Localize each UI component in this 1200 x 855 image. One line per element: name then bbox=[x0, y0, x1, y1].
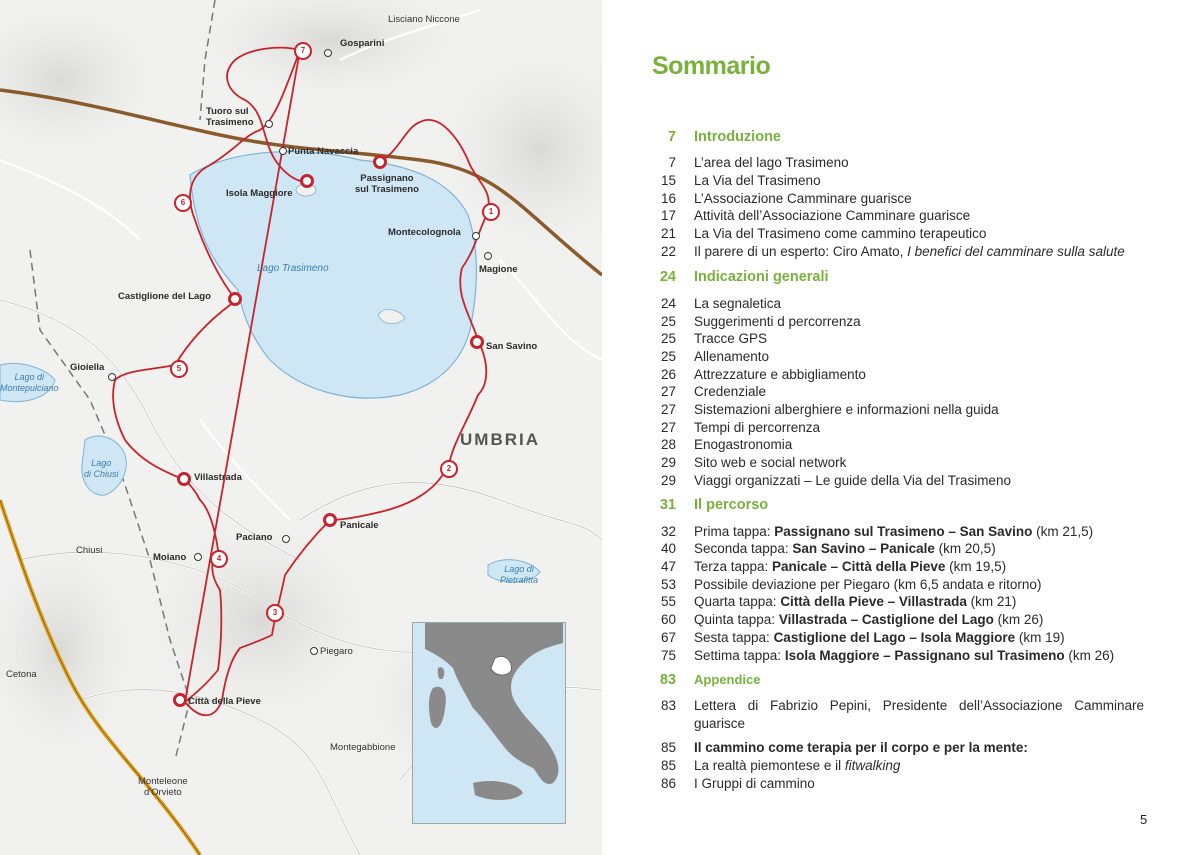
label-lago-trasimeno: Lago Trasimeno bbox=[257, 263, 329, 274]
town-paciano-dot bbox=[282, 535, 290, 543]
label-piegaro: Piegaro bbox=[320, 646, 353, 657]
toc-entry-text: Il cammino come terapia per il corpo e per la mente: bbox=[694, 740, 1028, 755]
toc-entry[interactable] bbox=[640, 383, 767, 401]
toc-entry-text: Enogastronomia bbox=[694, 437, 793, 452]
toc-entry[interactable] bbox=[640, 243, 1125, 261]
toc-entry-page: 67 bbox=[660, 630, 676, 645]
toc-entry-text: Attrezzature e abbigliamento bbox=[694, 367, 866, 382]
town-punta-navaccia-dot bbox=[279, 147, 287, 155]
toc-entry-text: Lettera di Fabrizio Pepini, Presidente dell’Associazione Camminare guarisce bbox=[694, 698, 1144, 731]
toc-section-title: Appendice bbox=[694, 672, 761, 687]
toc-entry[interactable] bbox=[640, 540, 996, 558]
label-lago-chiusi: Lago di Chiusi bbox=[84, 458, 119, 479]
toc-entry-text: La segnaletica bbox=[694, 296, 782, 311]
label-lago-pietrafitta: Lago di Pietrafitta bbox=[500, 564, 539, 585]
toc-entry[interactable] bbox=[640, 313, 861, 331]
toc-entry[interactable] bbox=[640, 154, 849, 172]
toc-entry-text: La Via del Trasimeno come cammino terapeutico bbox=[694, 226, 987, 241]
toc-entry-page: 86 bbox=[660, 776, 676, 791]
toc-entry[interactable] bbox=[640, 775, 815, 793]
toc-entry-page: 21 bbox=[660, 226, 676, 241]
stage-3-marker[interactable]: 3 bbox=[266, 604, 284, 622]
toc-entry-page: 16 bbox=[660, 191, 676, 206]
label-magione: Magione bbox=[479, 264, 518, 275]
toc-entry-page: 75 bbox=[660, 648, 676, 663]
label-isola-maggiore: Isola Maggiore bbox=[226, 188, 293, 199]
toc-entry-text: Sistemazioni alberghiere e informazioni nella guida bbox=[694, 402, 999, 417]
toc-entry[interactable] bbox=[640, 593, 1017, 611]
toc-section-title: Il percorso bbox=[694, 497, 769, 513]
toc-entry-text: L’Associazione Camminare guarisce bbox=[694, 191, 912, 206]
toc-section-page: 7 bbox=[667, 129, 676, 145]
toc-entry-page: 27 bbox=[660, 384, 676, 399]
town-gosparini-dot bbox=[324, 49, 332, 57]
toc-section-page: 83 bbox=[659, 672, 676, 688]
toc-entry[interactable] bbox=[640, 207, 971, 225]
toc-entry-page: 17 bbox=[660, 208, 676, 223]
label-lisciano-niccone: Lisciano Niccone bbox=[388, 14, 460, 25]
table-of-contents bbox=[640, 0, 1160, 855]
stage-2-marker[interactable]: 2 bbox=[440, 460, 458, 478]
toc-entry[interactable] bbox=[640, 739, 1028, 757]
label-moiano: Moiano bbox=[153, 552, 187, 563]
town-moiano-dot bbox=[194, 553, 202, 561]
page-title: Sommario bbox=[652, 52, 771, 80]
town-passignano-marker[interactable] bbox=[373, 155, 387, 169]
toc-entry-page: 53 bbox=[660, 577, 676, 592]
toc-entry-page: 25 bbox=[660, 314, 676, 329]
label-montecolognola: Montecolognola bbox=[388, 227, 461, 238]
toc-entry-text: Attività dell’Associazione Camminare guarisce bbox=[694, 208, 971, 223]
toc-entry[interactable] bbox=[640, 436, 793, 454]
label-san-savino: San Savino bbox=[486, 341, 538, 352]
town-castiglione-marker[interactable] bbox=[228, 292, 242, 306]
stage-1-marker[interactable]: 1 bbox=[482, 203, 500, 221]
label-cetona: Cetona bbox=[6, 669, 37, 680]
inset-map-italy bbox=[412, 622, 566, 824]
toc-entry[interactable] bbox=[640, 611, 1044, 629]
toc-entry-text: Tracce GPS bbox=[694, 331, 768, 346]
town-citta-della-pieve-marker[interactable] bbox=[173, 693, 187, 707]
toc-section-introduzione[interactable] bbox=[640, 129, 781, 145]
toc-entry[interactable] bbox=[640, 647, 1115, 665]
toc-entry-text: Il parere di un esperto: Ciro Amato, I benefici del camminare sulla salute bbox=[694, 244, 1125, 259]
toc-section-page: 31 bbox=[659, 497, 676, 513]
town-san-savino-marker[interactable] bbox=[470, 335, 484, 349]
label-umbria: UMBRIA bbox=[460, 430, 540, 449]
label-punta-navaccia: Punta Navaccia bbox=[288, 146, 359, 157]
toc-entry[interactable] bbox=[640, 558, 1007, 576]
town-gioiella-dot bbox=[108, 373, 116, 381]
toc-entry-text: I Gruppi di cammino bbox=[694, 776, 815, 791]
toc-entry-page: 32 bbox=[660, 524, 676, 539]
toc-entry[interactable] bbox=[640, 576, 1042, 594]
label-gosparini: Gosparini bbox=[340, 38, 385, 49]
stage-5-marker[interactable]: 5 bbox=[170, 360, 188, 378]
toc-entry-page: 27 bbox=[660, 402, 676, 417]
label-lago-montepulciano: Lago di Montepulciano bbox=[0, 372, 59, 393]
toc-entry-page: 47 bbox=[660, 559, 676, 574]
toc-entry-text: Sito web e social network bbox=[694, 455, 847, 470]
label-villastrada: Villastrada bbox=[194, 472, 242, 483]
town-tuoro-dot bbox=[265, 120, 273, 128]
toc-section-title: Introduzione bbox=[694, 129, 781, 145]
toc-entry-page: 60 bbox=[660, 612, 676, 627]
toc-entry[interactable] bbox=[640, 697, 1144, 731]
toc-entry[interactable] bbox=[640, 172, 821, 190]
toc-entry-page: 29 bbox=[660, 455, 676, 470]
town-piegaro-dot bbox=[310, 647, 318, 655]
toc-entry[interactable] bbox=[640, 454, 847, 472]
toc-section-appendice[interactable] bbox=[640, 672, 761, 688]
stage-7-marker[interactable]: 7 bbox=[294, 42, 312, 60]
label-monteleone: Monteleone d'Orvieto bbox=[138, 776, 188, 798]
toc-entry-text: Terza tappa: Panicale – Città della Pieve (km 19,5) bbox=[694, 559, 1007, 574]
page-number: 5 bbox=[1140, 812, 1148, 827]
toc-entry[interactable] bbox=[640, 629, 1065, 647]
toc-entry-page: 27 bbox=[660, 420, 676, 435]
label-castiglione: Castiglione del Lago bbox=[118, 291, 211, 302]
toc-entry-page: 25 bbox=[660, 349, 676, 364]
toc-entry[interactable] bbox=[640, 190, 912, 208]
toc-entry-page: 25 bbox=[660, 331, 676, 346]
toc-entry-text: Tempi di percorrenza bbox=[694, 420, 821, 435]
toc-entry[interactable] bbox=[640, 366, 866, 384]
town-isola-maggiore-marker[interactable] bbox=[300, 174, 314, 188]
toc-section-indicazioni-generali[interactable] bbox=[640, 269, 829, 285]
town-magione-dot bbox=[484, 252, 492, 260]
toc-section-il-percorso[interactable] bbox=[640, 497, 769, 513]
toc-entry-page: 15 bbox=[660, 173, 676, 188]
toc-entry-text: Quinta tappa: Villastrada – Castiglione del Lago (km 26) bbox=[694, 612, 1044, 627]
toc-entry[interactable] bbox=[640, 295, 782, 313]
toc-entry-text: Settima tappa: Isola Maggiore – Passignano sul Trasimeno (km 26) bbox=[694, 648, 1115, 663]
label-panicale: Panicale bbox=[340, 520, 379, 531]
toc-entry[interactable] bbox=[640, 348, 770, 366]
label-passignano: Passignano sul Trasimeno bbox=[355, 173, 419, 195]
toc-entry-page: 7 bbox=[668, 155, 676, 170]
toc-entry-page: 85 bbox=[660, 758, 676, 773]
toc-entry-page: 85 bbox=[660, 740, 676, 755]
label-montegabbione: Montegabbione bbox=[330, 742, 396, 753]
toc-entry-text: Sesta tappa: Castiglione del Lago – Isola Maggiore (km 19) bbox=[694, 630, 1065, 645]
toc-entry[interactable] bbox=[640, 757, 901, 775]
toc-entry[interactable] bbox=[640, 401, 999, 419]
toc-entry-text: Suggerimenti d percorrenza bbox=[694, 314, 861, 329]
toc-entry[interactable] bbox=[640, 523, 1094, 541]
toc-entry-text: Credenziale bbox=[694, 384, 767, 399]
toc-entry-text: Quarta tappa: Città della Pieve – Villastrada (km 21) bbox=[694, 594, 1017, 609]
toc-entry-page: 55 bbox=[660, 594, 676, 609]
toc-entry-page: 83 bbox=[660, 698, 676, 713]
toc-entry-page: 28 bbox=[660, 437, 676, 452]
stage-4-marker[interactable]: 4 bbox=[210, 550, 228, 568]
toc-entry[interactable] bbox=[640, 225, 987, 243]
toc-entry[interactable] bbox=[640, 330, 768, 348]
label-tuoro: Tuoro sul Trasimeno bbox=[206, 106, 254, 128]
toc-section-title: Indicazioni generali bbox=[694, 269, 829, 285]
toc-entry-page: 22 bbox=[660, 244, 676, 259]
town-montecolognola-dot bbox=[472, 232, 480, 240]
toc-entry-text: Viaggi organizzati – Le guide della Via del Trasimeno bbox=[694, 473, 1011, 488]
label-chiusi: Chiusi bbox=[76, 545, 103, 556]
toc-entry-page: 26 bbox=[660, 367, 676, 382]
toc-entry-text: La Via del Trasimeno bbox=[694, 173, 821, 188]
label-citta-della-pieve: Città della Pieve bbox=[188, 696, 261, 707]
toc-entry-text: Prima tappa: Passignano sul Trasimeno – San Savino (km 21,5) bbox=[694, 524, 1094, 539]
toc-entry[interactable] bbox=[640, 472, 1011, 490]
town-villastrada-marker[interactable] bbox=[177, 472, 191, 486]
toc-entry-page: 40 bbox=[660, 541, 676, 556]
toc-entry[interactable] bbox=[640, 419, 821, 437]
label-paciano: Paciano bbox=[236, 532, 273, 543]
toc-entry-text: Seconda tappa: San Savino – Panicale (km 20,5) bbox=[694, 541, 996, 556]
toc-section-page: 24 bbox=[659, 269, 676, 285]
toc-entry-text: La realtà piemontese e il fitwalking bbox=[694, 758, 901, 773]
toc-entry-text: Allenamento bbox=[694, 349, 770, 364]
toc-entry-page: 29 bbox=[660, 473, 676, 488]
town-panicale-marker[interactable] bbox=[323, 513, 337, 527]
toc-entry-text: L’area del lago Trasimeno bbox=[694, 155, 849, 170]
label-gioiella: Gioiella bbox=[70, 362, 105, 373]
toc-entry-page: 24 bbox=[660, 296, 676, 311]
stage-6-marker[interactable]: 6 bbox=[174, 194, 192, 212]
toc-entry-text: Possibile deviazione per Piegaro (km 6,5 andata e ritorno) bbox=[694, 577, 1042, 592]
